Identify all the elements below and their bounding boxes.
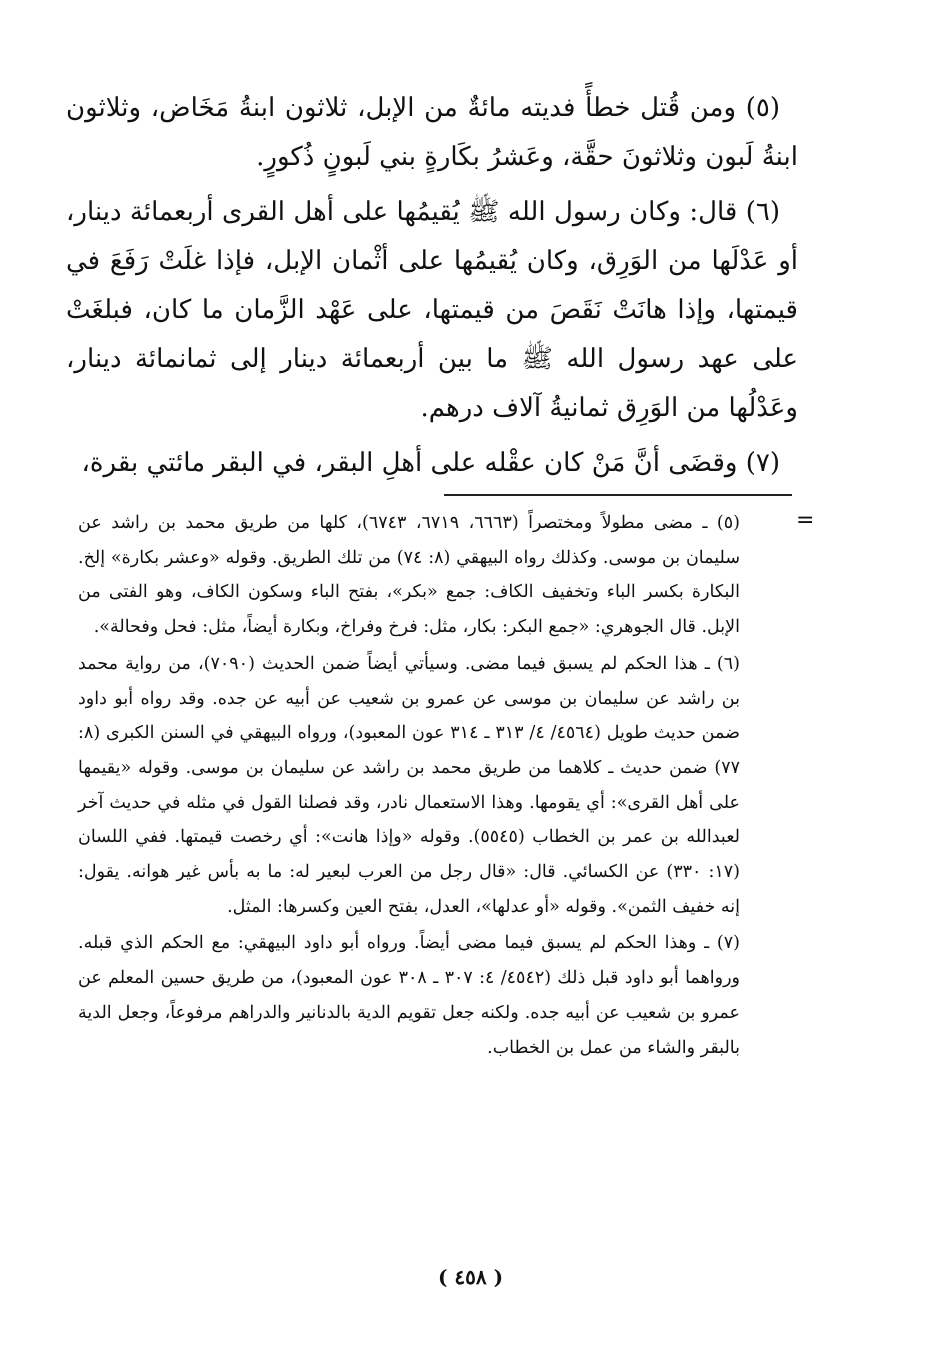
footnote-separator [444, 494, 792, 496]
page-number: ( ٤٥٨ ) [437, 1265, 504, 1289]
main-text [66, 84, 798, 494]
hadith-paragraph-7: (٧) وقضَى أنَّ مَنْ كان عقْله على أهلِ البقر، في البقر مائتي بقرة، [81, 448, 780, 478]
footnote-7: (٧) ـ وهذا الحكم لم يسبق فيما مضى أيضاً. ورواه أبو داود البيهقي: مع الحكم الذي قبله. ورواهما أبو داود قبل ذلك (٤٥٤٢/ ٤: ٣٠٧ ـ ٣٠٨ عون المعبود)، من طريق حسين المعلم عن عمرو بن شعيب عن أبيه جده. ولكنه جعل تقويم الدية بالدنانير والدراهم مرفوعاً، وجعل الدية بالبقر والشاء من عمل بن الخطاب. [78, 933, 740, 1058]
hadith-paragraph-6: (٦) قال: وكان رسول الله ﷺ يُقيمُها على أهل القرى أربعمائة دينار، أو عَدْلَها من الوَرِق، وكان يُقيمُها على أثْمان الإبل، فإذا غلَتْ رَفَعَ في قيمتها، وإذا هانَتْ نَقَصَ من قيمتها، على عَهْد الزَّمان ما كان، فبلغَتْ على عهد رسول الله ﷺ ما بين أربعمائة دينار إلى ثمانمائة دينار، وعَدْلُها من الوَرِق ثمانيةُ آلاف درهم. [66, 197, 798, 423]
footnote-6: (٦) ـ هذا الحكم لم يسبق فيما مضى. وسيأتي أيضاً ضمن الحديث (٧٠٩٠)، من رواية محمد بن راشد عن سليمان بن موسى عن عمرو بن شعيب عن أبيه عن جده. وقد رواه أبو داود ضمن حديث طويل (٤٥٦٤/ ٤/ ٣١٣ ـ ٣١٤ عون المعبود)، ورواه البيهقي في السنن الكبرى (٨: ٧٧) ضمن حديث ـ كلاهما من طريق محمد بن راشد عن سليمان بن موسى. وقوله «يقيمها على أهل القرى»: أي يقومها. وهذا الاستعمال نادر، وقد فصلنا القول في مثله في حديث آخر لعبدالله بن عمر بن الخطاب (٥٥٤٥). وقوله «وإذا هانت»: أي رخصت قيمتها. ففي اللسان (١٧: ٣٣٠) عن الكسائي. قال: «قال رجل من العرب لبعير له: ما به بأس غير هوانه. يقول: إنه خفيف الثمن». وقوله «أو عدلها»، العدل، بفتح العين وكسرها: المثل. [78, 653, 740, 917]
hadith-paragraph-5: (٥) ومن قُتل خطأً فديته مائةٌ من الإبل، ثلاثون ابنةُ مَخَاض، وثلاثون ابنةُ لَبون وثلاثونَ حقَّة، وعَشرُ بكَارةٍ بني لَبونٍ ذُكورٍ. [66, 93, 798, 172]
footnote-5: (٥) ـ مضى مطولاً ومختصراً (٦٦٦٣، ٦٧١٩، ٦٧٤٣)، كلها من طريق محمد بن راشد عن سليمان بن موسى. وكذلك رواه البيهقي (٨: ٧٤) من تلك الطريق. وقوله «وعشر بكارة» إلخ. البكارة بكسر الباء وتخفيف الكاف: جمع «بكر»، بفتح الباء وسكون الكاف، وهو الفتى من الإبل. قال الجوهري: «جمع البكر: بكار، مثل: فرخ وفراخ، وبكارة أيضاً، مثل: فحل وفحالة». [78, 513, 740, 638]
footnotes [78, 506, 740, 1065]
continuation-marker: = [796, 508, 815, 533]
